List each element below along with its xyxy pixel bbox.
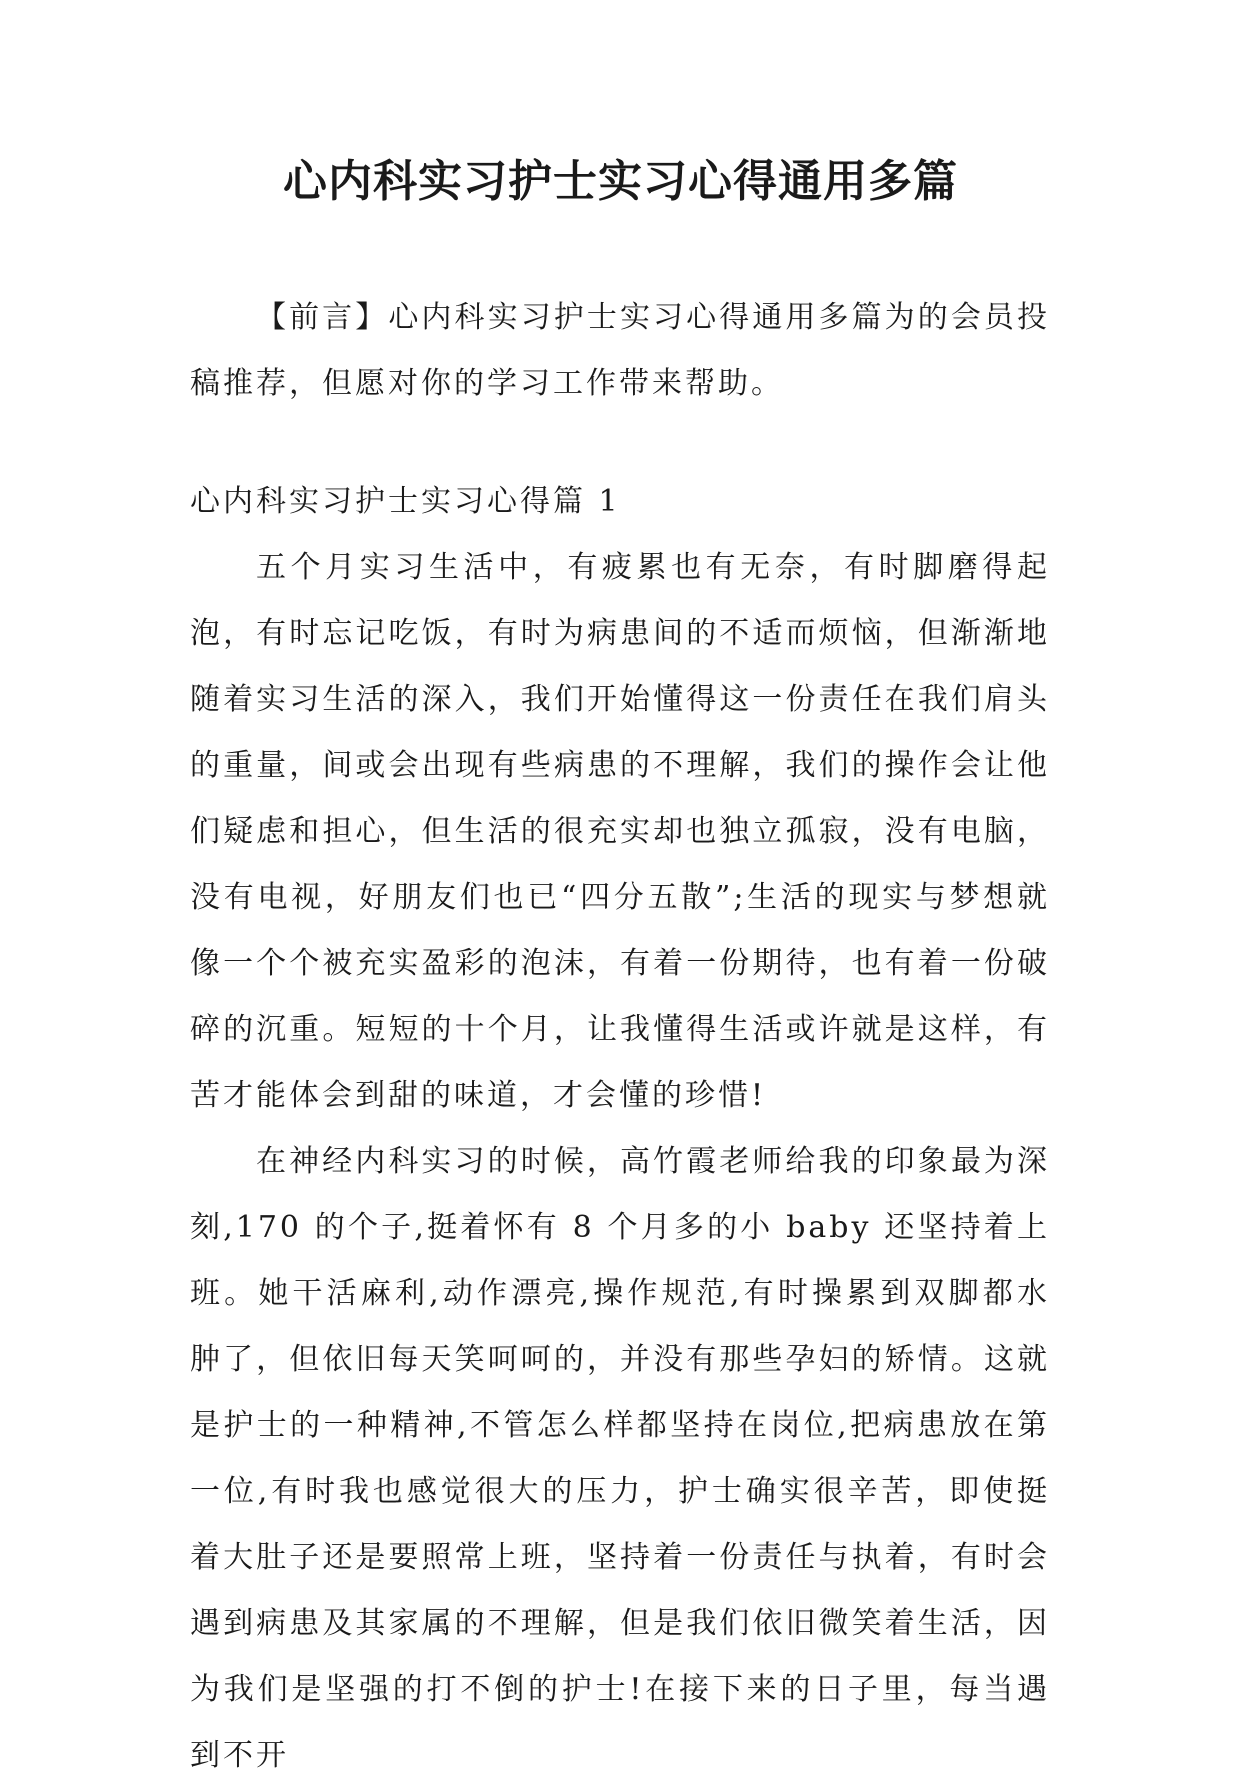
document-title: 心内科实习护士实习心得通用多篇 <box>283 156 958 207</box>
body-paragraph: 五个月实习生活中，有疲累也有无奈，有时脚磨得起泡，有时忘记吃饭，有时为病患间的不适而烦恼，但渐渐地随着实习生活的深入，我们开始懂得这一份责任在我们肩头的重量，间或会出现有些病患的不理解，我们的操作会让他们疑虑和担心，但生活的很充实却也独立孤寂，没有电脑，没有电视，好朋友们也已“四分五散”;生活的现实与梦想就像一个个被充实盈彩的泡沫，有着一份期待，也有着一份破碎的沉重。短短的十个月，让我懂得生活或许就是这样，有苦才能体会到甜的味道，才会懂的珍惜! <box>190 550 1050 1113</box>
document-body <box>190 285 1050 1789</box>
body-paragraph: 在神经内科实习的时候，高竹霞老师给我的印象最为深刻,170 的个子,挺着怀有 8 个月多的小 baby 还坚持着上班。她干活麻利,动作漂亮,操作规范,有时操累到双脚都水肿了，但依旧每天笑呵呵的，并没有那些孕妇的矫情。这就是护士的一种精神,不管怎么样都坚持在岗位,把病患放在第一位,有时我也感觉很大的压力，护士确实很辛苦，即使挺着大肚子还是要照常上班，坚持着一份责任与执着，有时会遇到病患及其家属的不理解，但是我们依旧微笑着生活，因为我们是坚强的打不倒的护士!在接下来的日子里，每当遇到不开 <box>190 1144 1050 1773</box>
section-heading: 心内科实习护士实习心得篇 1 <box>190 484 621 519</box>
preface-paragraph: 【前言】心内科实习护士实习心得通用多篇为的会员投稿推荐，但愿对你的学习工作带来帮助。 <box>190 300 1050 401</box>
